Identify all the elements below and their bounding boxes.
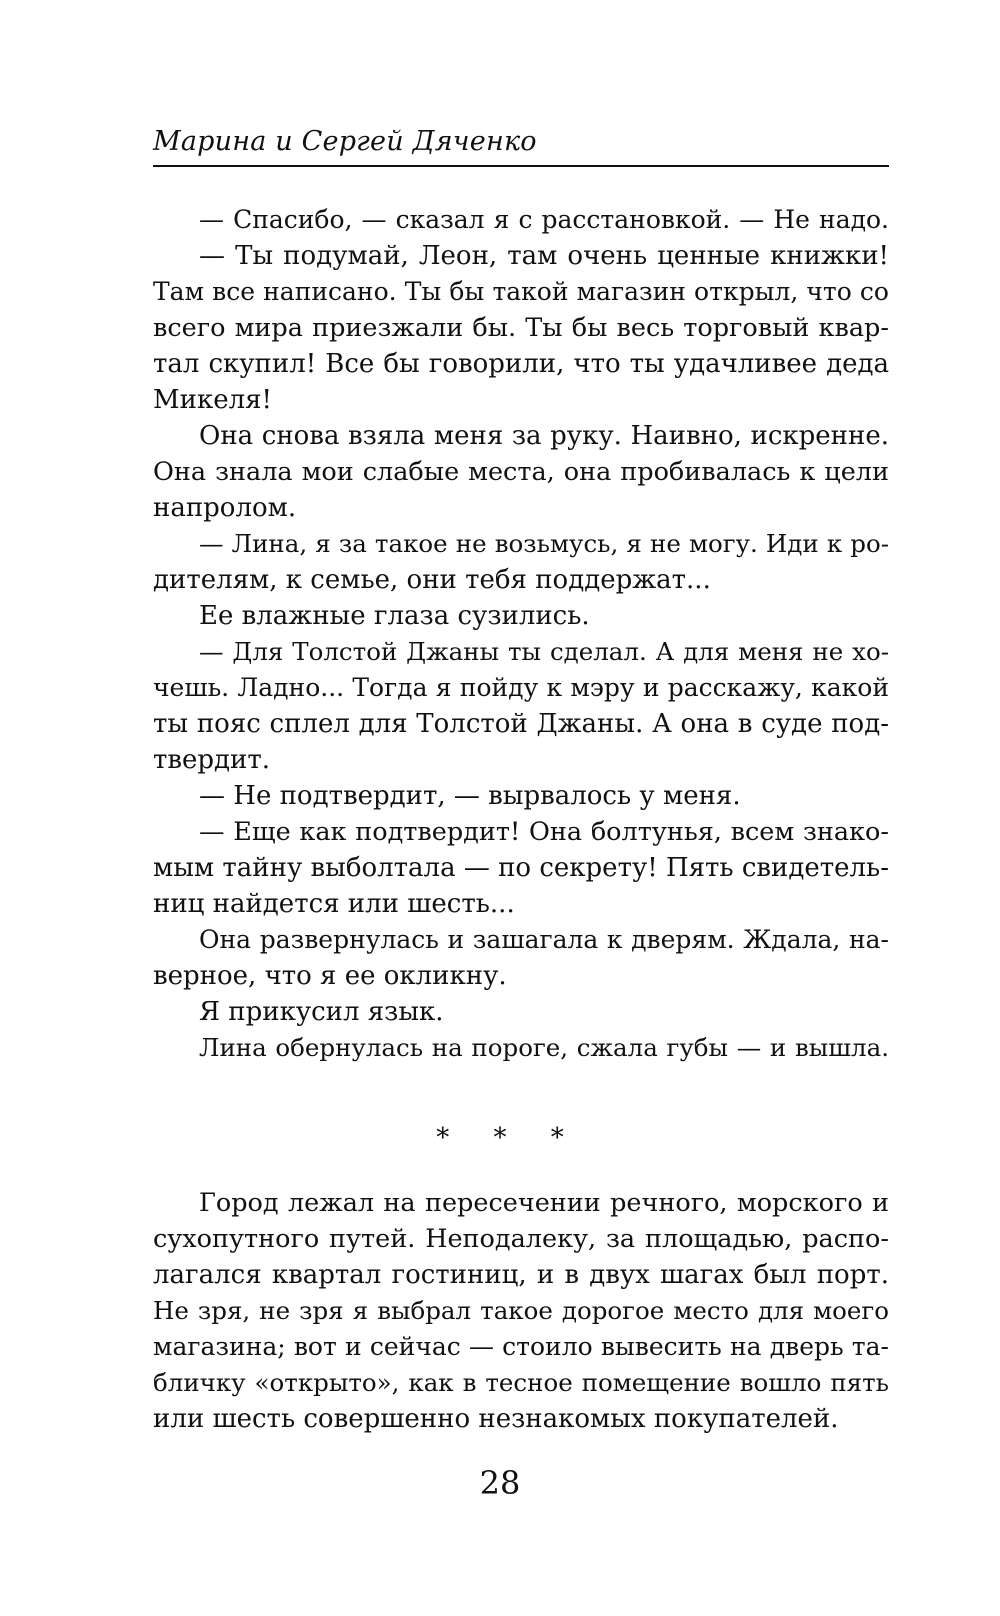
text-line: Она знала мои слабые места, она пробивалась к цели xyxy=(153,457,889,487)
text-line: Она развернулась и зашагала к дверям. Ждала, на- xyxy=(199,925,889,954)
main-text-section-1 xyxy=(153,202,889,1066)
section-separator: * * * xyxy=(436,1123,582,1153)
header-title: Марина и Сергей Дяченко xyxy=(153,126,537,157)
text-line: чешь. Ладно... Тогда я пойду к мэру и расскажу, какой xyxy=(153,673,889,702)
text-line: всего мира приезжали бы. Ты бы весь торговый квар- xyxy=(153,313,889,343)
text-line: бличку «открыто», как в тесное помещение вошло пять xyxy=(153,1368,889,1397)
text-line: — Ты подумай, Леон, там очень ценные книжки! xyxy=(199,241,889,271)
text-line: или шесть совершенно незнакомых покупателей. xyxy=(153,1404,839,1434)
text-line: Я прикусил язык. xyxy=(199,997,444,1027)
text-line: — Спасибо, — сказал я с расстановкой. — Не надо. xyxy=(199,205,889,234)
text-line: лагался квартал гостиниц, и в двух шагах был порт. xyxy=(153,1260,889,1290)
text-line: напролом. xyxy=(153,493,297,523)
page-number: 28 xyxy=(479,1464,521,1502)
text-line: дителям, к семье, они тебя поддержат... xyxy=(153,565,711,595)
text-line: сухопутного путей. Неподалеку, за площадью, распо- xyxy=(153,1224,889,1254)
running-header xyxy=(153,120,889,167)
text-line: Она снова взяла меня за руку. Наивно, искренне. xyxy=(199,421,889,451)
text-line: — Для Толстой Джаны ты сделал. А для меня не хо- xyxy=(199,637,889,666)
text-line: мым тайну выболтала — по секрету! Пять свидетель- xyxy=(153,853,889,883)
text-line: Не зря, не зря я выбрал такое дорогое место для моего xyxy=(153,1296,889,1325)
text-line: твердит. xyxy=(153,745,271,775)
text-line: Город лежал на пересечении речного, морского и xyxy=(199,1188,889,1218)
main-text-section-2 xyxy=(153,1185,889,1437)
text-line: Микеля! xyxy=(153,385,272,415)
text-line: Ее влажные глаза сузились. xyxy=(199,601,590,631)
text-line: Лина обернулась на пороге, сжала губы — и вышла. xyxy=(199,1033,889,1062)
text-line: верное, что я ее окликну. xyxy=(153,961,507,991)
text-line: тал скупил! Все бы говорили, что ты удачливее деда xyxy=(153,349,889,379)
text-line: ниц найдется или шесть... xyxy=(153,889,515,919)
text-line: — Еще как подтвердит! Она болтунья, всем знако- xyxy=(199,817,889,847)
text-line: ты пояс сплел для Толстой Джаны. А она в суде под- xyxy=(153,709,889,739)
text-line: — Лина, я за такое не возьмусь, я не могу. Иди к ро- xyxy=(199,529,889,558)
text-line: Там все написано. Ты бы такой магазин открыл, что со xyxy=(153,277,889,306)
text-line: — Не подтвердит, — вырвалось у меня. xyxy=(199,781,741,811)
text-line: магазина; вот и сейчас — стоило вывесить на дверь та- xyxy=(153,1332,889,1361)
